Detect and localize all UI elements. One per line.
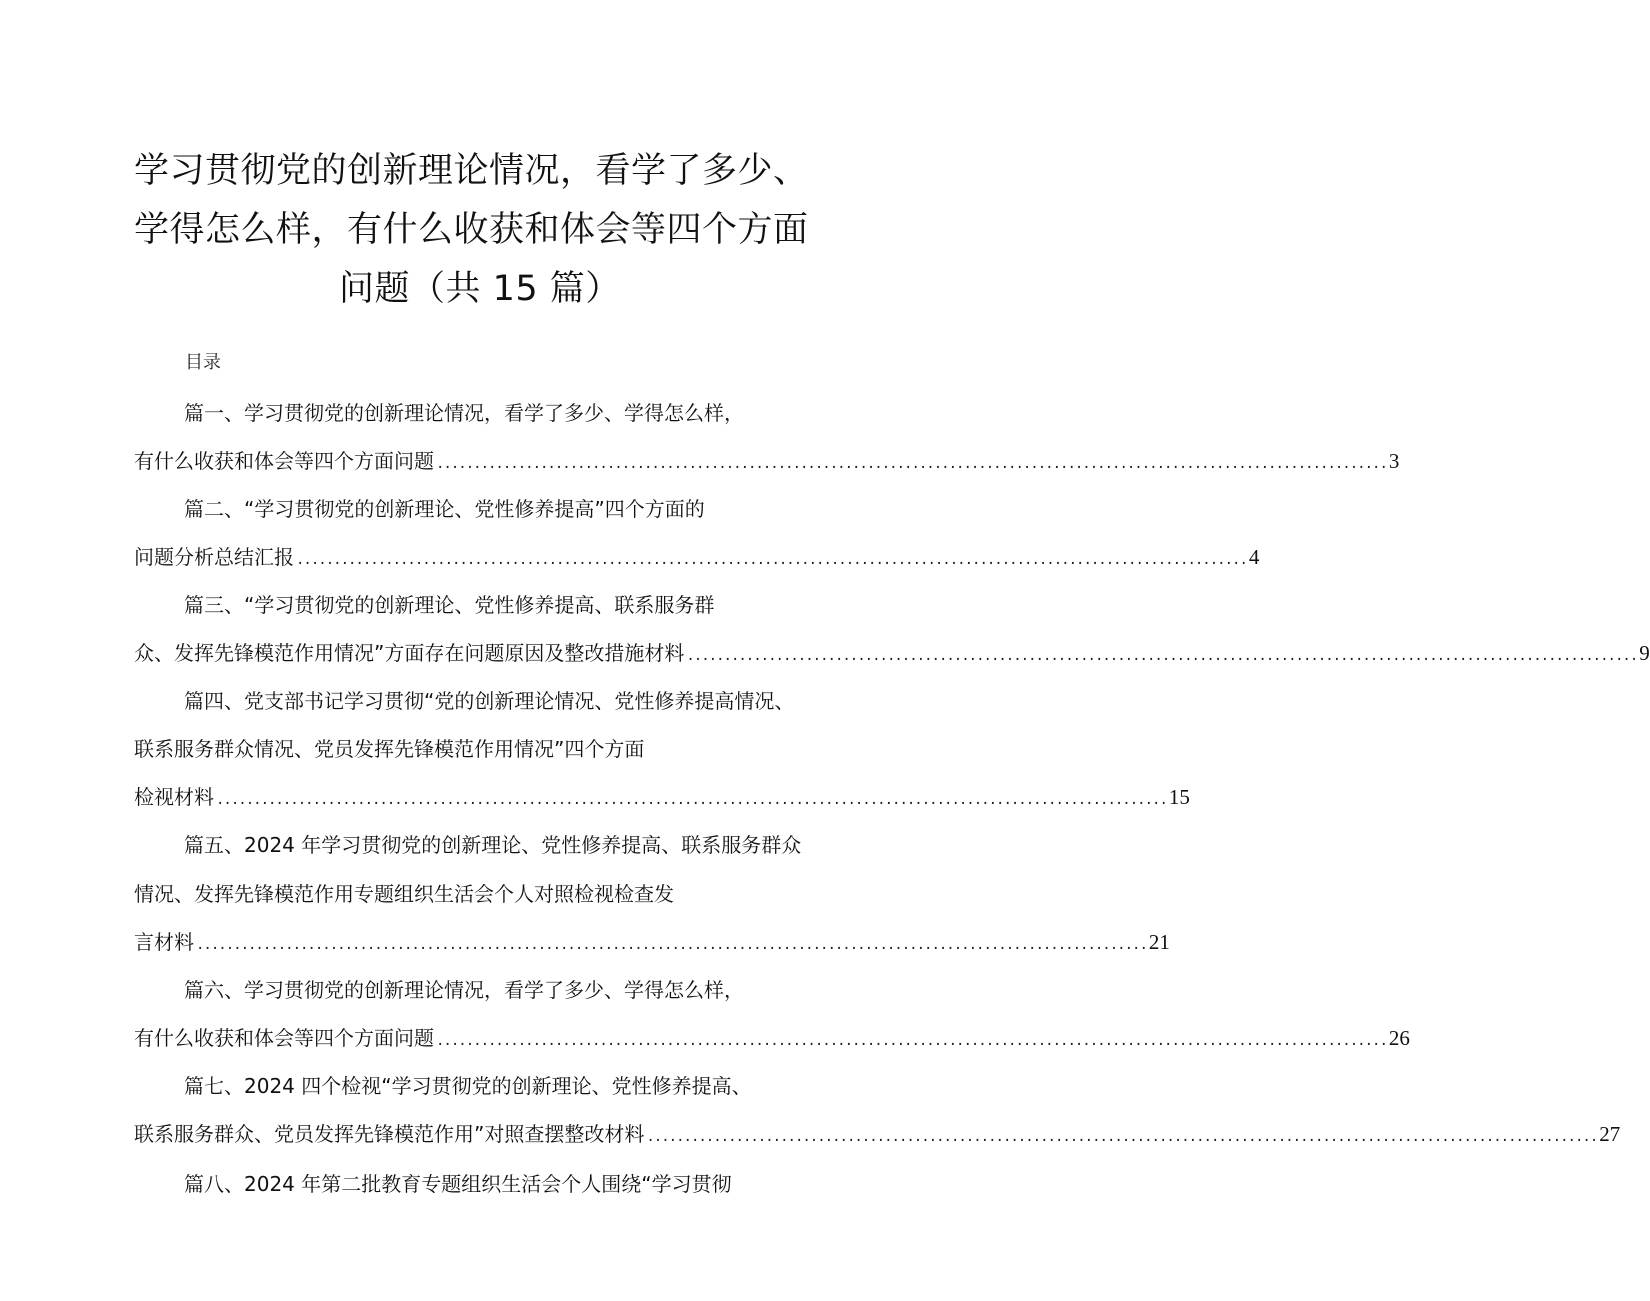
toc-entry-4-line-1[interactable]: 篇四、党支部书记学习贯彻“党的创新理论情况、党性修养提高情况、 [184, 689, 795, 713]
toc-entry-4-line-3[interactable] [134, 783, 1190, 814]
leader-dots: ................................................................................................................................ [646, 1129, 1598, 1145]
leader-dots: ................................................................................................................................ [686, 648, 1638, 664]
toc-entry-3-line-1[interactable]: 篇三、“学习贯彻党的创新理论、党性修养提高、联系服务群 [184, 593, 715, 617]
toc-entry-3-line-2[interactable] [134, 639, 1650, 670]
toc-page-number: 21 [1148, 930, 1170, 954]
toc-entry-1-line-1[interactable]: 篇一、学习贯彻党的创新理论情况，看学了多少、学得怎么样， [184, 401, 744, 425]
leader-dots: ................................................................................................................................ [436, 1033, 1387, 1049]
title-line-2: 学得怎么样，有什么收获和体会等四个方面 [134, 210, 809, 250]
toc-page-number: 3 [1388, 449, 1400, 473]
toc-entry-text: 言材料 [134, 930, 194, 954]
title-line-1: 学习贯彻党的创新理论情况，看学了多少、 [134, 151, 809, 191]
toc-page-number: 15 [1168, 785, 1190, 809]
toc-page-number: 27 [1599, 1122, 1621, 1146]
document-title [134, 142, 809, 319]
toc-entry-text: 有什么收获和体会等四个方面问题 [134, 449, 434, 473]
leader-dots: ................................................................................................................................ [436, 456, 1387, 472]
toc-entry-text: 有什么收获和体会等四个方面问题 [134, 1026, 434, 1050]
toc-entry-5-line-3[interactable] [134, 928, 1170, 959]
leader-dots: ................................................................................................................................ [196, 937, 1147, 953]
toc-entry-2-line-2[interactable] [134, 543, 1260, 574]
toc-entry-6-line-2[interactable] [134, 1024, 1410, 1055]
toc-page-number: 4 [1248, 545, 1260, 569]
toc-entry-7-line-1[interactable]: 篇七、2024 四个检视“学习贯彻党的创新理论、党性修养提高、 [184, 1074, 752, 1098]
toc-page-number: 9 [1639, 641, 1650, 665]
toc-entry-1-line-2[interactable] [134, 447, 1400, 478]
toc-entry-4-line-2[interactable]: 联系服务群众情况、党员发挥先锋模范作用情况”四个方面 [134, 737, 645, 761]
toc-entry-text: 问题分析总结汇报 [134, 545, 294, 569]
toc-page-number: 26 [1388, 1026, 1410, 1050]
toc-entry-8-line-1[interactable]: 篇八、2024 年第二批教育专题组织生活会个人围绕“学习贯彻 [184, 1172, 732, 1196]
toc-entry-text: 众、发挥先锋模范作用情况”方面存在问题原因及整改措施材料 [134, 641, 685, 665]
toc-entry-5-line-1[interactable]: 篇五、2024 年学习贯彻党的创新理论、党性修养提高、联系服务群众 [184, 833, 802, 857]
title-line-3: 问题（共 15 篇） [339, 269, 621, 309]
toc-entry-7-line-2[interactable] [134, 1120, 1621, 1151]
leader-dots: ................................................................................................................................ [216, 792, 1167, 808]
toc-entry-5-line-2[interactable]: 情况、发挥先锋模范作用专题组织生活会个人对照检视检查发 [134, 882, 674, 906]
leader-dots: ................................................................................................................................ [296, 552, 1247, 568]
toc-entry-text: 联系服务群众、党员发挥先锋模范作用”对照查摆整改材料 [134, 1122, 645, 1146]
toc-entry-6-line-1[interactable]: 篇六、学习贯彻党的创新理论情况，看学了多少、学得怎么样， [184, 978, 744, 1002]
toc-entry-2-line-1[interactable]: 篇二、“学习贯彻党的创新理论、党性修养提高”四个方面的 [184, 497, 705, 521]
toc-entry-text: 检视材料 [134, 785, 214, 809]
toc-heading: 目录 [185, 352, 221, 373]
